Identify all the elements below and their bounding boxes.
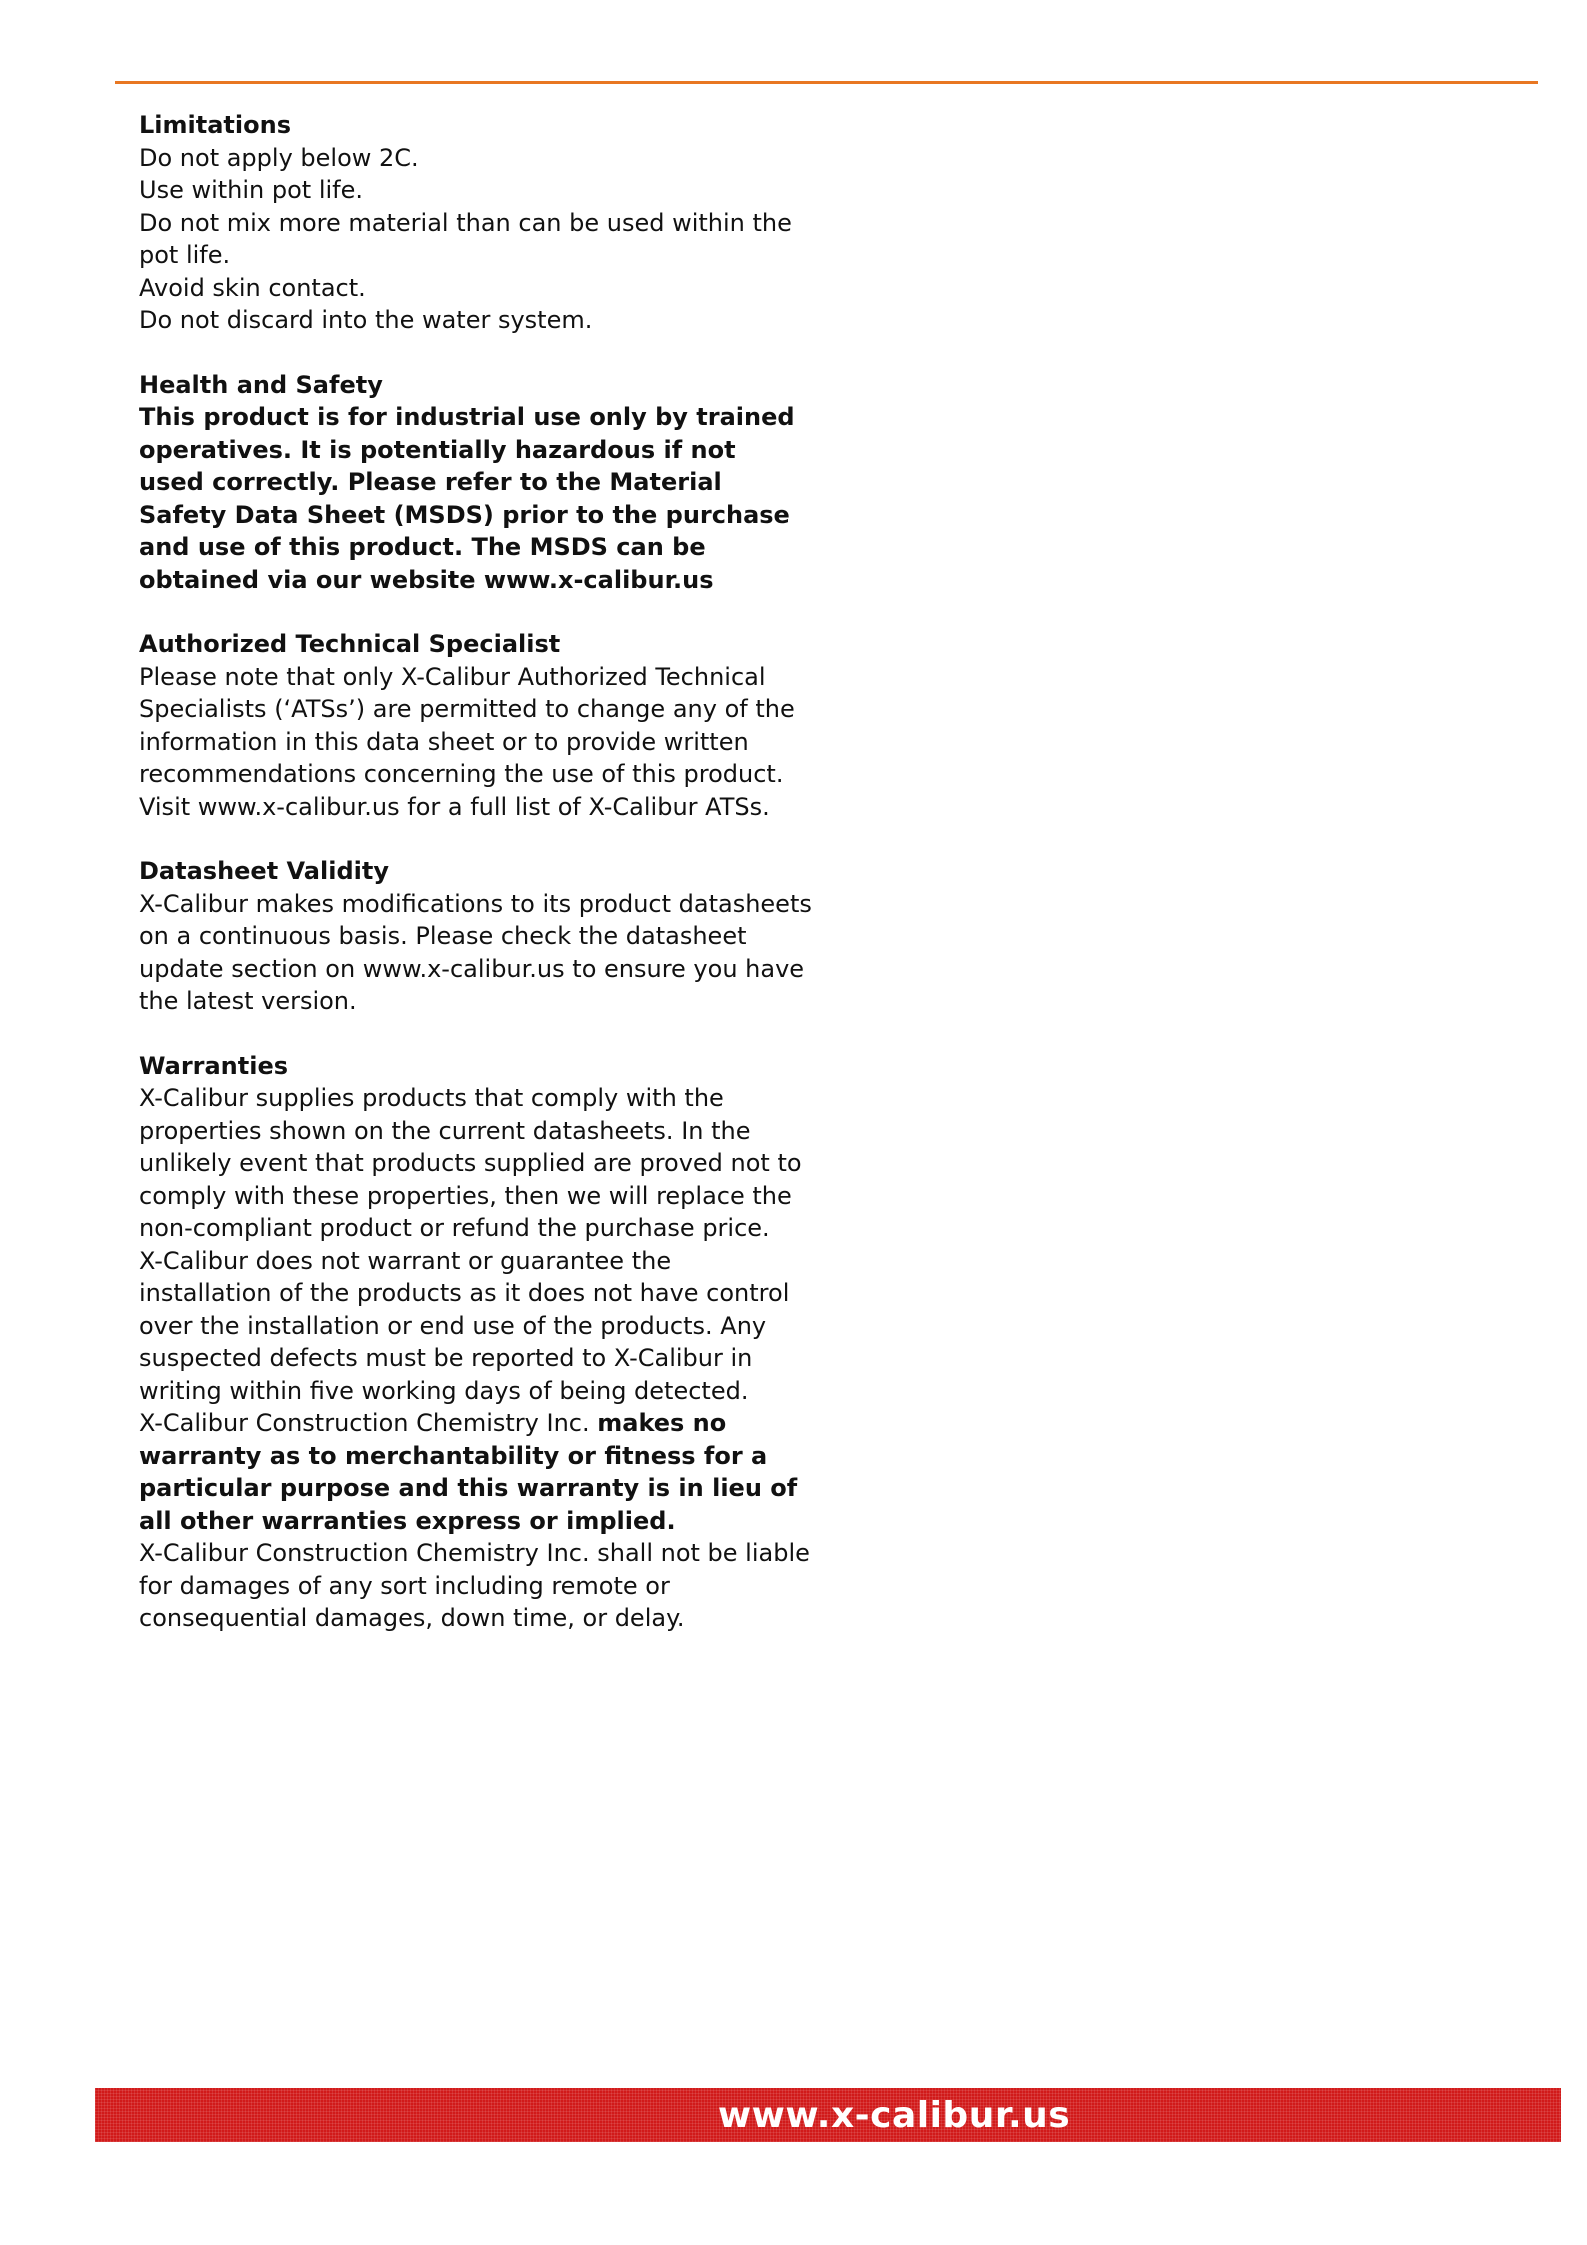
health-safety-line: This product is for industrial use only by trained [139,403,795,431]
warranties-mixed-bold: makes no [597,1409,727,1437]
health-safety-section [139,369,829,597]
ats-line: recommendations concerning the use of this product. [139,760,784,788]
warranties-line: installation of the products as it does not have control [139,1279,790,1307]
validity-line: on a continuous basis. Please check the datasheet [139,922,747,950]
limitations-line: Do not apply below 2C. [139,143,419,172]
warranties-line: properties shown on the current datasheets. In the [139,1116,751,1145]
health-safety-heading: Health and Safety [139,370,383,399]
warranties-mixed-line [139,1407,829,1440]
warranties-heading: Warranties [139,1051,289,1080]
ats-line: Please note that only X-Calibur Authorized Technical [139,662,766,691]
footer-website-link[interactable]: www.x-calibur.us [717,2094,1071,2136]
warranties-bold-line: warranty as to merchantability or fitness for a [139,1441,768,1470]
warranties-mixed-normal: X-Calibur Construction Chemistry Inc. [139,1409,598,1437]
validity-line: update section on www.x-calibur.us to ensure you have [139,954,805,983]
warranties-line: X-Calibur supplies products that comply with the [139,1084,724,1112]
datasheet-content [139,109,829,1667]
limitations-line: pot life. [139,241,231,269]
health-safety-line: operatives. It is potentially hazardous if not [139,435,736,464]
warranties-line: unlikely event that products supplied are proved not to [139,1149,802,1177]
ats-line: Specialists (‘ATSs’) are permitted to change any of the [139,695,795,723]
validity-section [139,855,829,1018]
warranties-bold-line: all other warranties express or implied. [139,1506,676,1535]
ats-section [139,628,829,823]
limitations-line: Do not discard into the water system. [139,306,593,334]
limitations-line: Use within pot life. [139,176,364,204]
footer-banner [95,2088,1561,2142]
warranties-line: X-Calibur does not warrant or guarantee the [139,1246,672,1275]
limitations-heading: Limitations [139,111,291,139]
health-safety-line: Safety Data Sheet (MSDS) prior to the purchase [139,500,790,529]
warranties-line: suspected defects must be reported to X-Calibur in [139,1344,753,1372]
warranties-tail-line: X-Calibur Construction Chemistry Inc. shall not be liable [139,1539,810,1567]
limitations-line: Do not mix more material than can be used within the [139,208,792,237]
limitations-section [139,109,829,337]
ats-line: information in this data sheet or to provide written [139,727,749,756]
validity-line: X-Calibur makes modifications to its product datasheets [139,889,812,918]
warranties-line: over the installation or end use of the products. Any [139,1311,767,1340]
health-safety-line: and use of this product. The MSDS can be [139,533,706,561]
health-safety-line: used correctly. Please refer to the Material [139,468,722,496]
warranties-line: comply with these properties, then we will replace the [139,1181,792,1210]
warranties-line: writing within five working days of being detected. [139,1376,749,1405]
warranties-bold-line: particular purpose and this warranty is in lieu of [139,1474,798,1502]
warranties-tail-line: consequential damages, down time, or delay. [139,1604,685,1632]
health-safety-line: obtained via our website www.x-calibur.us [139,565,714,594]
warranties-tail-line: for damages of any sort including remote or [139,1571,670,1600]
validity-heading: Datasheet Validity [139,857,389,885]
warranties-section [139,1050,829,1635]
warranties-line: non-compliant product or refund the purchase price. [139,1214,770,1242]
ats-heading: Authorized Technical Specialist [139,630,561,658]
header-rule [115,81,1538,84]
limitations-line: Avoid skin contact. [139,273,366,302]
validity-line: the latest version. [139,987,357,1015]
ats-line: Visit www.x-calibur.us for a full list of X-Calibur ATSs. [139,792,770,821]
